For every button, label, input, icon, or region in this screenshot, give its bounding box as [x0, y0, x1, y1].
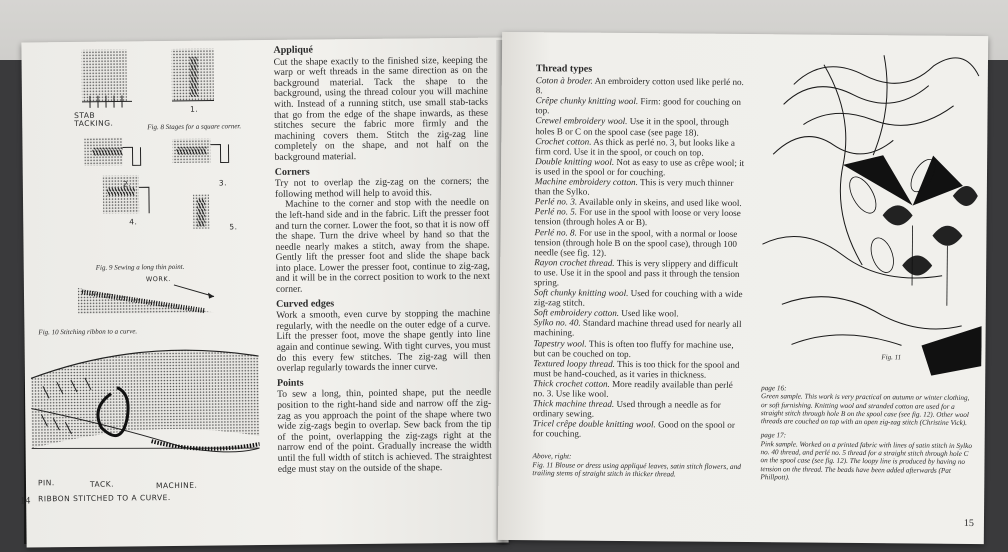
thread-type-description: This is very slippery and difficult to use. Use it in the spool and pass it through the tension spring. [533, 257, 740, 288]
applique-heading: Appliqué [273, 44, 313, 56]
corners-heading: Corners [274, 166, 310, 178]
left-text-column [273, 44, 491, 475]
thread-type-entry [535, 176, 747, 198]
page-number-left: 14 [20, 495, 31, 507]
thread-type-entry [535, 136, 747, 158]
thread-type-entry [533, 378, 745, 400]
machine-label: MACHINE. [155, 480, 198, 491]
thread-type-name: Soft embroidery cotton. [533, 307, 620, 319]
thread-type-entry [533, 358, 745, 380]
page16-heading: page 16: [761, 384, 787, 393]
fig8-stage-3-label: 3. [218, 178, 228, 188]
thread-type-description: This is very much thinner than the Sylko. [534, 177, 734, 197]
ribbon-label: RIBBON STITCHED TO A CURVE. [38, 492, 171, 504]
side-notes [760, 384, 975, 489]
thread-type-name: Crewel embroidery wool. [535, 115, 628, 127]
thread-type-name: Tapestry wool. [533, 337, 587, 349]
thread-type-description: More readily available than perlé no. 3. Use like wool. [533, 378, 733, 399]
thread-type-description: As thick as perlé no. 3, but looks like a firm cord. Use it in the spool, or couch on top. [535, 136, 736, 158]
thread-type-entry [534, 257, 746, 289]
thread-type-entry [534, 318, 746, 340]
left-page [21, 37, 508, 547]
thread-type-name: Sylko no. 40. [533, 317, 581, 328]
thread-type-description: Not as easy to use as crêpe wool; it is used in the spool or for couching. [534, 156, 745, 178]
thread-type-entry [533, 398, 745, 420]
thread-type-name: Perlé no. 3. [534, 196, 578, 207]
thread-type-entry [534, 227, 746, 259]
thread-type-entry [536, 75, 748, 97]
thread-type-name: Perlé no. 5. [534, 206, 578, 217]
thread-type-description: Used for couching with a wide zig-zag stitch. [533, 288, 743, 308]
corners-paragraph-2: Machine to the corner and stop with the needle on the left-hand side and in the fabric. Lift the presser foot and turn the corner. Lower the foot, so that it is now off the shape. Turn the drive wheel by hand so that the needle nearly makes a stitch, away from the shape. Gently lift the presser foot and slide the shape back into place. Lower the presser foot, continue to zig-zag, and it will be in the correct position to work to the next corner. [275, 196, 490, 295]
fig8-stage-1-label: 1. [190, 104, 199, 114]
thread-type-entry [535, 95, 747, 117]
above-right-caption: Above, right: [532, 451, 572, 461]
thread-types-list [533, 75, 748, 440]
thread-type-description: This is too thick for the spool and must be hand-couched, as it varies in thickness. [533, 358, 740, 380]
thread-type-entry [533, 338, 745, 360]
thread-type-description: For use in the spool, with a normal or loose tension (through hole B on the spool case), through 100 needle (see fig. 12). [534, 227, 738, 258]
work-label: WORK. [145, 274, 171, 284]
thread-type-description: Used through a needle as for ordinary sewing. [532, 398, 721, 419]
thread-type-entry [533, 418, 745, 440]
thread-type-name: Rayon crochet thread. [534, 256, 615, 268]
page17-heading: page 17: [760, 431, 787, 440]
applique-paragraph: Cut the shape exactly to the finished size, keeping the warp or weft threads in the same direction as on the background material. Tack the shape to the background, using the thread colour you will machine with. Instead of a running stitch, use small stab-tacks that go from the edge of the shape inwards, as these stitches secure the fabric more firmly and the machining covers them. Stitch the zig-zag line completely on the shape, and not half on the background material. [273, 54, 489, 163]
thread-type-name: Thick crochet cotton. [533, 378, 610, 389]
thread-type-name: Thick machine thread. [532, 398, 615, 409]
thread-type-description: Used like wool. [619, 308, 679, 319]
fig10-illustration [30, 336, 260, 491]
thread-type-description: For use in the spool with loose or very loose tension (through holes A or B). [534, 206, 741, 228]
thread-type-name: Tricel crêpe double knitting wool. [532, 418, 656, 430]
fig8-illustration [61, 46, 233, 238]
fig8-caption: Fig. 8 Stages for a square corner. [147, 122, 242, 132]
thread-type-description: This is often too fluffy for machine use, but can be couched on top. [533, 338, 734, 359]
stab-tacking-label: STAB TACKING. [74, 110, 114, 128]
thread-type-description: Firm: good for couching on top. [535, 96, 742, 116]
fig11-caption: Fig. 11 Blouse or dress using appliqué leaves, satin stitch flowers, and trailing stems of straight stitch in thicker thread. [532, 460, 742, 479]
points-paragraph: To sew a long, thin, pointed shape, put the needle position to the right-hand side and narrow off the zig-zag as you approach the point of the shape where two wide zig-zags begin to overlap. Sew back from the tip of the point, overlapping the zig-zags right at the narrow end of the point. Gradually increase the width until the full width of stitch is achieved. The straightest edge must stay on the outside of the shape. [277, 387, 492, 475]
fig8-stage-4-label: 4. [129, 217, 138, 227]
fig9-caption: Fig. 9 Sewing a long thin point. [95, 262, 185, 272]
fig8-stage-5-label: 5. [229, 222, 238, 232]
thread-type-description: Use it in the spool, through holes B or C on the spool case (see page 18). [535, 116, 729, 138]
thread-type-name: Double knitting wool. [535, 156, 615, 167]
thread-type-description: Standard machine thread used for nearly all machining. [533, 317, 742, 338]
thread-type-name: Soft chunky knitting wool. [533, 287, 629, 299]
right-page [498, 32, 988, 544]
page-number-right: 15 [963, 517, 975, 530]
thread-type-entry [535, 116, 747, 138]
fig11-illustration [761, 44, 984, 376]
thread-type-description: An embroidery cotton used like perlé no. 8. [535, 75, 744, 96]
curved-edges-heading: Curved edges [276, 297, 335, 310]
right-text-column [532, 64, 748, 480]
fig8-stage-2-label: 2. [122, 179, 132, 189]
thread-type-name: Perlé no. 8. [534, 226, 577, 238]
thread-type-description: Available only in skeins, and used like wool. [577, 196, 742, 209]
thread-type-entry [535, 206, 747, 228]
fig9-illustration [74, 276, 244, 318]
fig11-label: Fig. 11 [881, 353, 902, 362]
fig10-caption: Fig. 10 Stitching ribbon to a curve. [38, 327, 138, 337]
curved-edges-paragraph: Work a smooth, even curve by stopping the machine regularly, with the needle on the outer edge of a curve. Lift the presser foot, move the shape gently into line again and continue sewing. With tight curves, you must do this every few stitches. The zig-zag will then overlap regularly towards the inner curve. [276, 307, 491, 375]
thread-type-name: Crêpe chunky knitting wool. [535, 95, 639, 107]
thread-type-entry [534, 287, 746, 309]
page16-text: Green sample. This work is very practical on autumn or winter clothing, or soft furnishing. Knitting wool and stranded cotton are used for a straight stitch through hole B on the spool case (see fig. 12). Other wool threads are couched on top with an open zig-zag stitch (Christine Vick). [760, 392, 970, 428]
thread-type-name: Textured loopy thread. [533, 357, 615, 369]
points-heading: Points [276, 377, 304, 389]
thread-type-entry [535, 156, 747, 178]
thread-types-heading: Thread types [535, 63, 593, 75]
corners-paragraph-1: Try not to overlap the zig-zag on the corners; the following method will help to avoid this. [274, 175, 489, 200]
pin-label: PIN. [37, 478, 55, 488]
thread-type-name: Coton à broder. [535, 75, 593, 86]
tack-label: TACK. [89, 479, 115, 489]
thread-type-description: Good on the spool or for couching. [532, 419, 735, 439]
thread-type-name: Machine embroidery cotton. [534, 176, 638, 188]
page17-text: Pink sample. Worked on a printed fabric with lines of satin stitch in Sylko no. 40 thread, and perlé no. 5 thread for a straight stitch through hole C on the spool case (see fig. 12). The loopy line is produced by having no tension on the thread. The beads have been added afterwards (Pat Phillpott). [760, 439, 973, 482]
thread-type-name: Crochet cotton. [535, 135, 592, 147]
